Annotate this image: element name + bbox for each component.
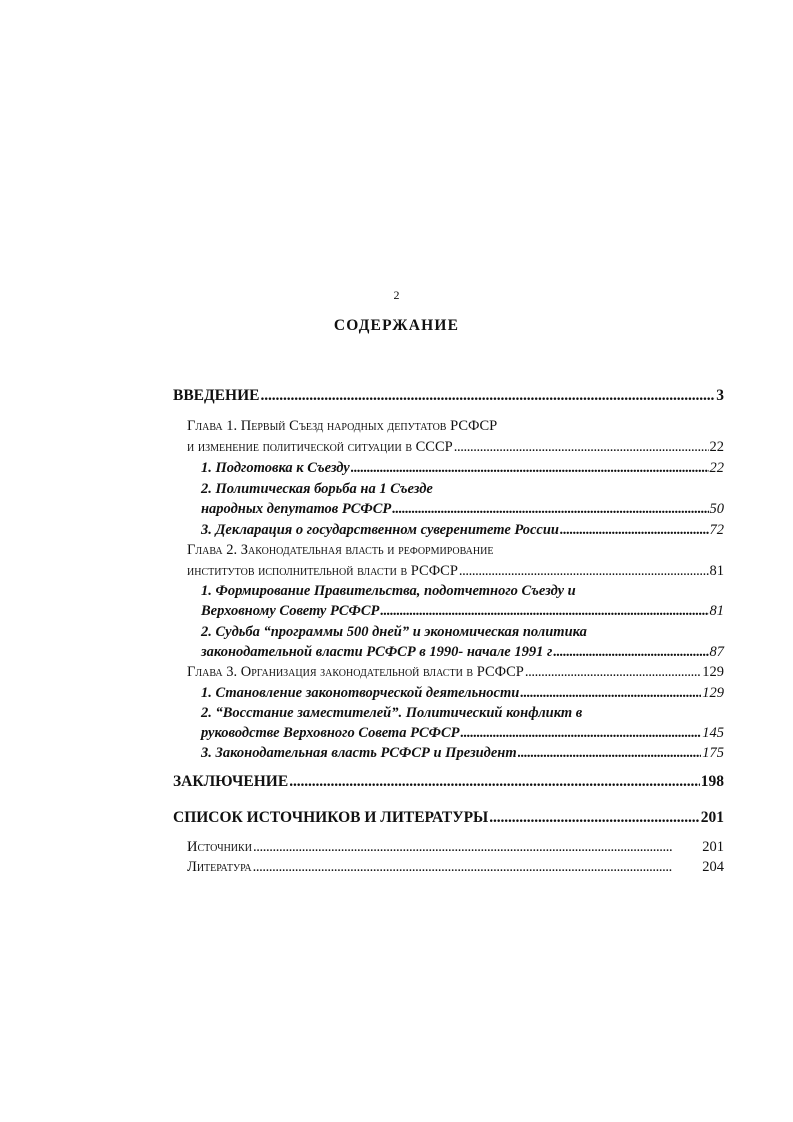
- toc-entry-page: 22: [709, 460, 724, 476]
- toc-entry-text: Верховному Совету РСФСР: [201, 603, 380, 619]
- toc-entry-page: 129: [702, 685, 724, 701]
- dot-leader: [289, 772, 700, 792]
- toc-section-3-1[interactable]: [201, 683, 724, 703]
- toc-entry-text: институтов исполнительной власти в РСФСР: [187, 563, 458, 579]
- toc-entry-page: 72: [709, 522, 724, 538]
- toc-entry-text: 1. Формирование Правительства, подотчетного Съезду и: [201, 583, 576, 599]
- toc-entry-text: ВВЕДЕНИЕ: [173, 387, 260, 404]
- toc-entry-text: 1. Становление законотворческой деятельности: [201, 685, 520, 701]
- toc-entry-page: 175: [702, 745, 724, 761]
- dot-leader: [460, 723, 701, 743]
- toc-entry-page: 87: [709, 644, 724, 660]
- toc-entry-text: 2. Судьба “программы 500 дней” и экономическая политика: [201, 624, 587, 640]
- dot-leader: [380, 601, 708, 621]
- toc-section-3-2-line2[interactable]: [201, 723, 724, 743]
- toc-entry-text: народных депутатов РСФСР: [201, 501, 392, 517]
- toc-entry-bibliography[interactable]: [173, 808, 724, 828]
- toc-chapter-1-line1[interactable]: [187, 416, 724, 436]
- dot-leader: [260, 386, 715, 406]
- toc-entry-text: 3. Законодательная власть РСФСР и Президент: [201, 745, 517, 761]
- toc-entry-page: 201: [700, 809, 724, 826]
- dot-leader: [392, 499, 708, 519]
- dot-leader: [520, 683, 701, 703]
- toc-section-1-3[interactable]: [201, 520, 724, 540]
- dot-leader: [560, 520, 709, 540]
- toc-entry-text: законодательной власти РСФСР в 1990- начале 1991 г: [201, 644, 553, 660]
- toc-entry-sources[interactable]: [187, 837, 724, 857]
- toc-entry-text: Глава 3. Организация законодательной власти в РСФСР: [187, 664, 524, 680]
- toc-entry-literature[interactable]: [187, 857, 724, 877]
- dot-leader: [253, 857, 702, 877]
- toc-entry-page: 145: [702, 725, 724, 741]
- page-title: СОДЕРЖАНИЕ: [333, 317, 460, 334]
- toc-entry-page: 81: [709, 603, 724, 619]
- toc-entry-text: Глава 2. Законодательная власть и реформирование: [187, 542, 494, 558]
- toc-chapter-2-line1[interactable]: [187, 540, 724, 560]
- dot-leader: [351, 458, 709, 478]
- toc-section-1-2-line2[interactable]: [201, 499, 724, 519]
- toc-section-2-1-line2[interactable]: [201, 601, 724, 621]
- toc-chapter-2-line2[interactable]: [187, 561, 724, 581]
- toc-entry-page: 198: [700, 773, 724, 790]
- toc-entry-text: Источники: [187, 839, 252, 855]
- toc-section-3-3[interactable]: [201, 743, 724, 763]
- toc-entry-page: 129: [702, 664, 724, 680]
- toc-section-3-2-line1[interactable]: [201, 703, 724, 723]
- toc-entry-text: и изменение политической ситуации в СССР: [187, 439, 453, 455]
- toc-section-2-2-line2[interactable]: [201, 642, 724, 662]
- toc-entry-text: 2. Политическая борьба на 1 Съезде: [201, 481, 433, 497]
- toc-entry-text: 1. Подготовка к Съезду: [201, 460, 350, 476]
- toc-entry-page: 22: [709, 439, 724, 455]
- toc-chapter-1-line2[interactable]: [187, 437, 724, 457]
- toc-entry-conclusion[interactable]: [173, 772, 724, 792]
- toc-entry-text: руководстве Верховного Совета РСФСР: [201, 725, 460, 741]
- page-number: 2: [393, 288, 400, 302]
- toc-entry-page: 81: [709, 563, 724, 579]
- toc-section-2-1-line1[interactable]: [201, 581, 724, 601]
- toc-entry-intro[interactable]: [173, 386, 724, 406]
- toc-section-1-1[interactable]: [201, 458, 724, 478]
- toc-section-2-2-line1[interactable]: [201, 622, 724, 642]
- toc-entry-page: 204: [702, 859, 724, 875]
- toc-entry-text: ЗАКЛЮЧЕНИЕ: [173, 773, 289, 790]
- toc-entry-page: 3: [716, 387, 724, 404]
- dot-leader: [553, 642, 708, 662]
- dot-leader: [489, 808, 699, 828]
- toc-entry-page: 201: [702, 839, 724, 855]
- toc-entry-page: 50: [709, 501, 724, 517]
- toc-chapter-3[interactable]: [187, 662, 724, 682]
- dot-leader: [518, 743, 702, 763]
- dot-leader: [253, 837, 701, 857]
- toc-entry-text: 2. “Восстание заместителей”. Политический конфликт в: [201, 705, 583, 721]
- toc-entry-text: Глава 1. Первый Съезд народных депутатов РСФСР: [187, 418, 498, 434]
- toc-section-1-2-line1[interactable]: [201, 479, 724, 499]
- dot-leader: [459, 561, 709, 581]
- toc-entry-text: СПИСОК ИСТОЧНИКОВ И ЛИТЕРАТУРЫ: [173, 809, 489, 826]
- toc-entry-text: Литература: [187, 859, 252, 875]
- dot-leader: [525, 662, 701, 682]
- toc-entry-text: 3. Декларация о государственном суверенитете России: [201, 522, 559, 538]
- dot-leader: [454, 437, 709, 457]
